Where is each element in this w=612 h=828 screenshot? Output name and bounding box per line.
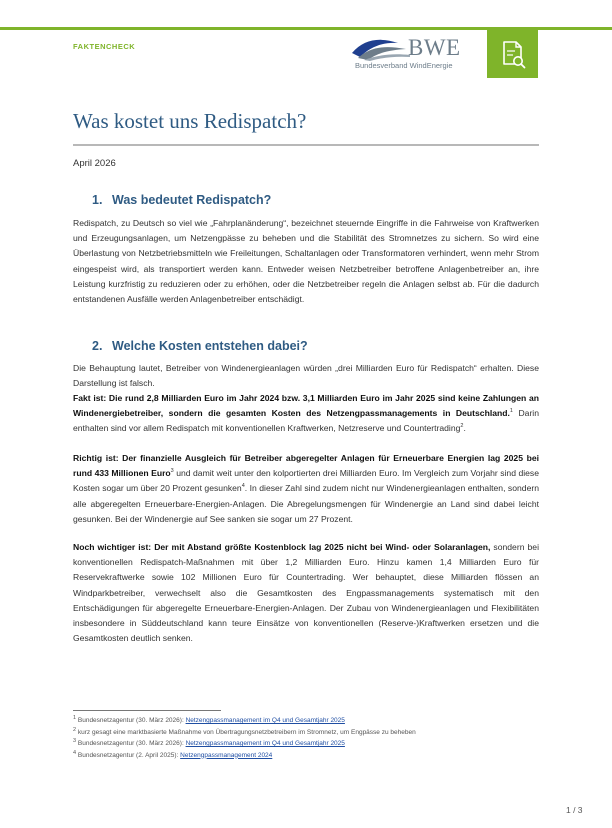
correct-paragraph: Richtig ist: Der finanzielle Ausgleich für Betreiber abgeregelter Anlagen für Erneuerbare Energien lag 2025 bei rund 433 Millionen Euro$^3$ und damit weit unter den kolportierten drei Milliarden Euro. Im Vergleich zum Vorjahr sind diese Kosten sogar um über 20 Prozent gesunken$^4$. In dieser Zahl sind zudem nicht nur Windenergieanlagen enthalten, sondern alle abgeregelten Erneuerbare-Energien-Anlagen. Die Abregelungsmengen für Windenergie an Land sind dabei leicht gesunken. Bei der Windenergie auf See sanken sie sogar um 27 Prozent.	[73, 453, 540, 524]
footnote-2: $^2$ kurz gesagt eine marktbasierte Maßnahme von Übertragungsnetzbetreibern im Stromnetz, um Engpässe zu beheben	[73, 726, 416, 736]
section-1-body: Redispatch, zu Deutsch so viel wie „Fahrplanänderung“, bezeichnet steuernde Eingriffe in die Fahrweise von Kraftwerken und Erzeugungsanlagen, um Netzengpässe zu beheben und die Stabilität des Stromnetzes zu sichern. So wird eine Überlastung von Netzbetriebsmitteln wie Freileitungen, Schaltanlagen oder Transformatoren verhindert, wenn mehr Strom eingespeist wird, als transportiert werden kann. Entweder weisen Netzbetreiber betroffene Anlagenbetreiber an, ihre Leistung kurzfristig zu reduzieren oder zu erhöhen, oder die Netzbetreiber regeln die Anlagen selbst ab. Für die dadurch entstandenen Ausfälle werden Anlagenbetreiber entschädigt.	[73, 218, 539, 305]
document-search-icon	[487, 30, 538, 78]
document-type-label: FAKTENCHECK	[73, 42, 136, 51]
fact-paragraph: Fakt ist: Die rund 2,8 Milliarden Euro im Jahr 2024 bzw. 3,1 Milliarden Euro im Jahr 2025 sind keine Zahlungen an Windenergiebetreiber, sondern die gesamten Kosten des Netzengpassmanagements in Deutschland.$^1$ Darin enthalten sind vor allem Redispatch mit konventionellen Kraftwerken, Netzreserve und Countertrading$^2$.	[73, 393, 539, 434]
footnote-4-link[interactable]: Netzengpassmanagement 2024	[180, 751, 273, 759]
publication-date: April 2026	[73, 158, 116, 169]
factcheck-tile	[487, 30, 538, 78]
footnote-3-link[interactable]: Netzengpassmanagement im Q4 und Gesamtjahr 2025	[185, 740, 345, 747]
important-paragraph: Noch wichtiger ist: Der mit Abstand größte Kostenblock lag 2025 nicht bei Wind- oder Solaranlagen, sondern bei konventionellen Redispatch-Maßnahmen mit über 1,2 Milliarden Euro. Hinzu kamen 1,4 Milliarden Euro für Reservekraftwerke sowie 102 Millionen Euro für Countertrading. Wer behauptet, diese Milliarden flössen an Windparkbetreiber, verwechselt also die Gesamtkosten des Engpassmanagements systematisch mit den Entschädigungen für abgeregelte Erneuerbare-Energien-Anlagen. Der Zubau von Windenergieanlagen und Flexibilitäten insbesondere in Süddeutschland kann teure Einsätze von konventionellen (Reserve-)Kraftwerken ersetzen und die Gesamtkosten deutlich senken.	[73, 542, 539, 644]
bwe-logo	[350, 31, 480, 81]
footnote-1-link[interactable]: Netzengpassmanagement im Q4 und Gesamtjahr 2025	[185, 717, 345, 724]
logo-wordmark: BWE	[408, 35, 461, 60]
section-2-intro: Die Behauptung lautet, Betreiber von Windenergieanlagen würden „drei Milliarden Euro für Redispatch“ erhalten. Diese Darstellung ist falsch.	[73, 363, 539, 389]
page-title: Was kostet uns Redispatch?	[73, 109, 307, 133]
section-heading-2: 2. Welche Kosten entstehen dabei?	[92, 339, 308, 353]
page-number: 1 / 3	[566, 805, 583, 815]
logo-subtitle: Bundesverband WindEnergie	[355, 61, 453, 70]
footnote-4: $^4$ Bundesnetzagentur (2. April 2025): Netzengpassmanagement 2024	[73, 749, 273, 759]
footnote-3: $^3$ Bundesnetzagentur (30. März 2026): Netzengpassmanagement im Q4 und Gesamtjahr 2025	[73, 737, 345, 747]
footnotes	[73, 715, 543, 761]
title-divider	[73, 144, 539, 146]
wind-wave-logo-icon	[350, 33, 412, 61]
footnote-divider	[73, 710, 221, 711]
footnote-1: $^1$ Bundesnetzagentur (30. März 2026): Netzengpassmanagement im Q4 und Gesamtjahr 2025	[73, 714, 345, 724]
section-heading-1: 1. Was bedeutet Redispatch?	[92, 193, 272, 207]
